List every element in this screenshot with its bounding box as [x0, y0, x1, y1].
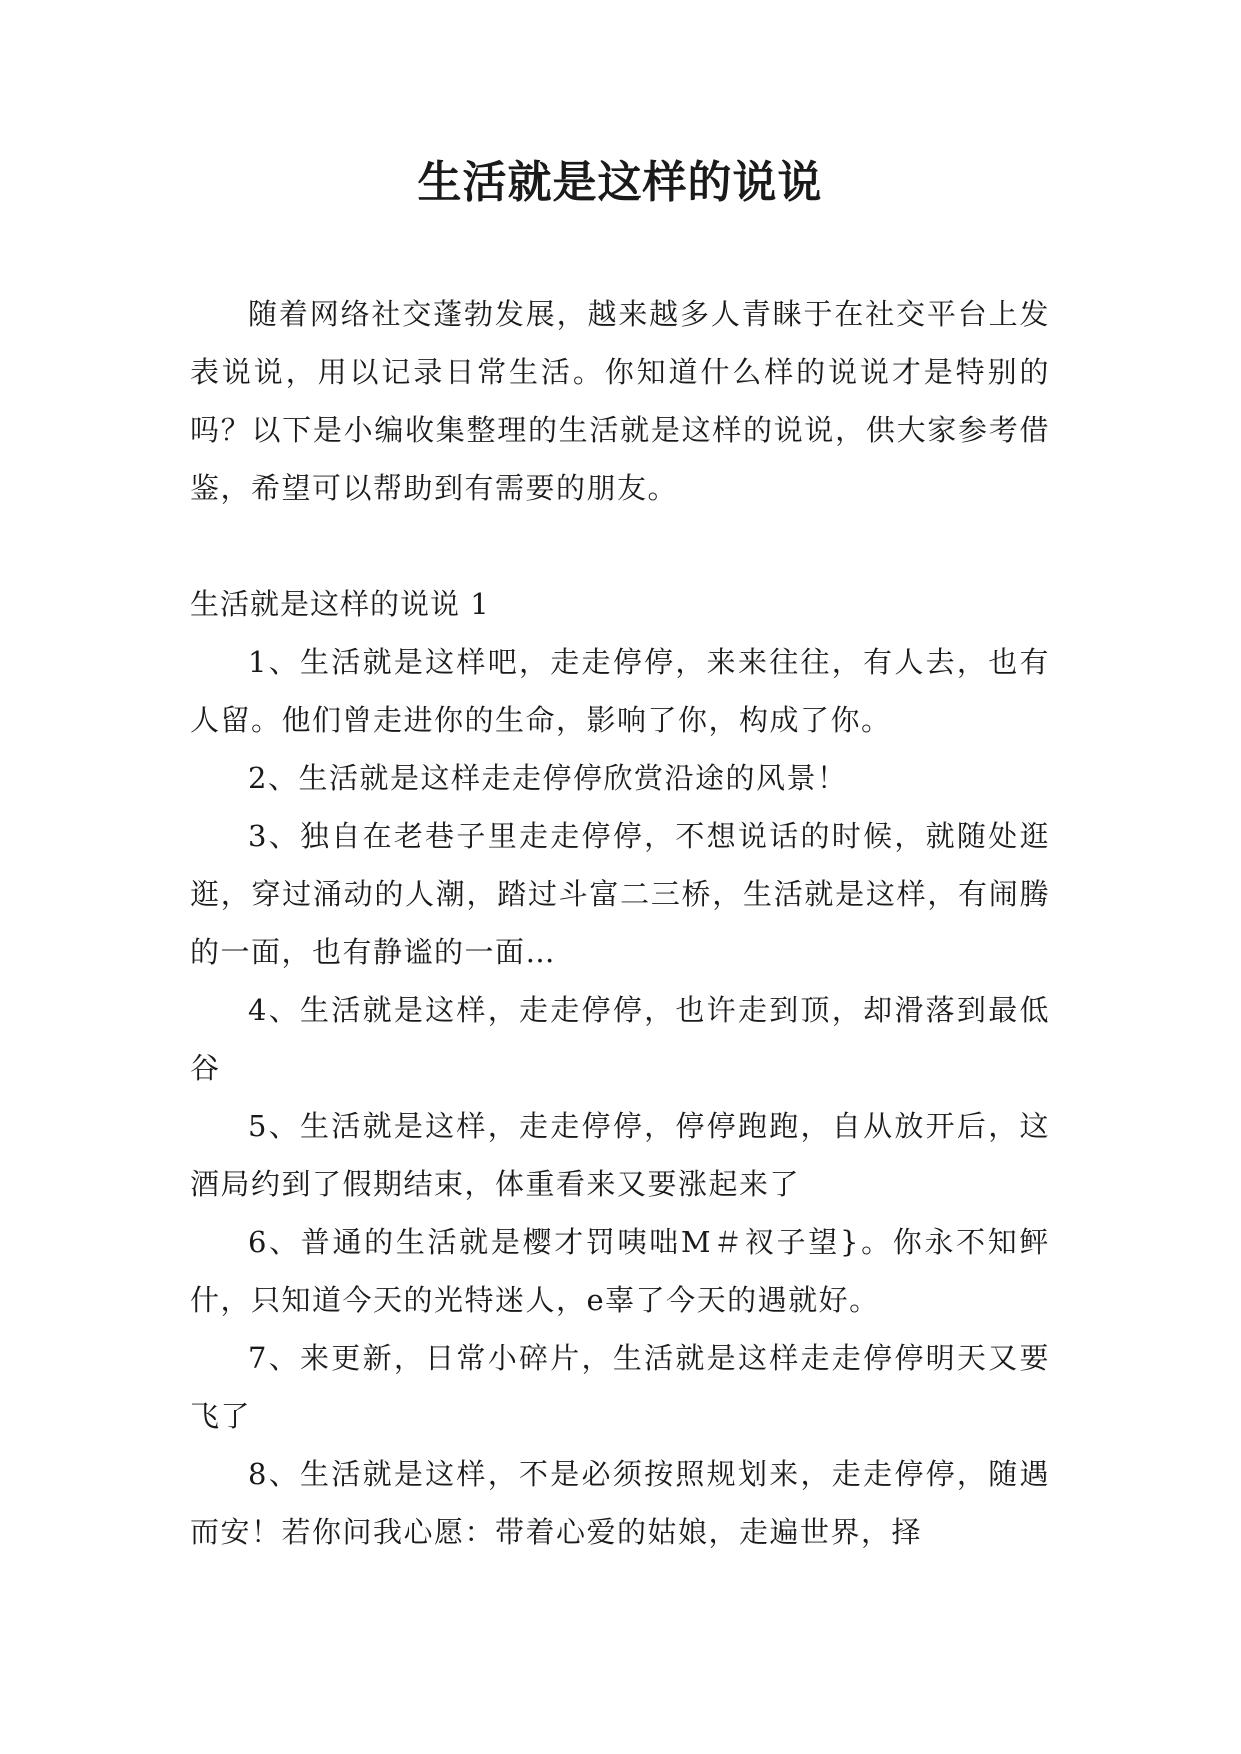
quote-item-2: 2、生活就是这样走走停停欣赏沿途的风景！ — [248, 761, 848, 795]
intro-paragraph: 随着网络社交蓬勃发展，越来越多人青睐于在社交平台上发表说说，用以记录日常生活。你知道什么样的说说才是特别的吗？以下是小编收集整理的生活就是这样的说说，供大家参考借鉴，希望可以帮助到有需要的朋友。 — [190, 297, 1050, 505]
quote-item-7: 7、来更新，日常小碎片，生活就是这样走走停停明天又要飞了 — [190, 1341, 1050, 1433]
quote-item-1: 1、生活就是这样吧，走走停停，来来往往，有人去，也有人留。他们曾走进你的生命，影响了你，构成了你。 — [190, 645, 1050, 737]
document-title: 生活就是这样的说说 — [417, 157, 823, 208]
quote-item-5: 5、生活就是这样，走走停停，停停跑跑，自从放开后，这酒局约到了假期结束，体重看来又要涨起来了 — [190, 1109, 1050, 1201]
section-heading: 生活就是这样的说说 1 — [190, 587, 490, 621]
quote-item-6: 6、普通的生活就是樱才罚咦咄M＃衩子望}。你永不知鲆什，只知道今天的光特迷人，e辜了今天的遇就好。 — [190, 1225, 1050, 1317]
quote-item-3: 3、独自在老巷子里走走停停，不想说话的时候，就随处逛逛，穿过涌动的人潮，踏过斗富二三桥，生活就是这样，有闹腾的一面，也有静谧的一面… — [190, 819, 1050, 969]
quote-item-4: 4、生活就是这样，走走停停，也许走到顶，却滑落到最低谷 — [190, 993, 1050, 1085]
quote-item-8: 8、生活就是这样，不是必须按照规划来，走走停停，随遇而安！若你问我心愿：带着心爱的姑娘，走遍世界，择 — [190, 1457, 1050, 1549]
document-page — [190, 0, 1050, 1754]
quote-list — [190, 633, 1050, 1561]
